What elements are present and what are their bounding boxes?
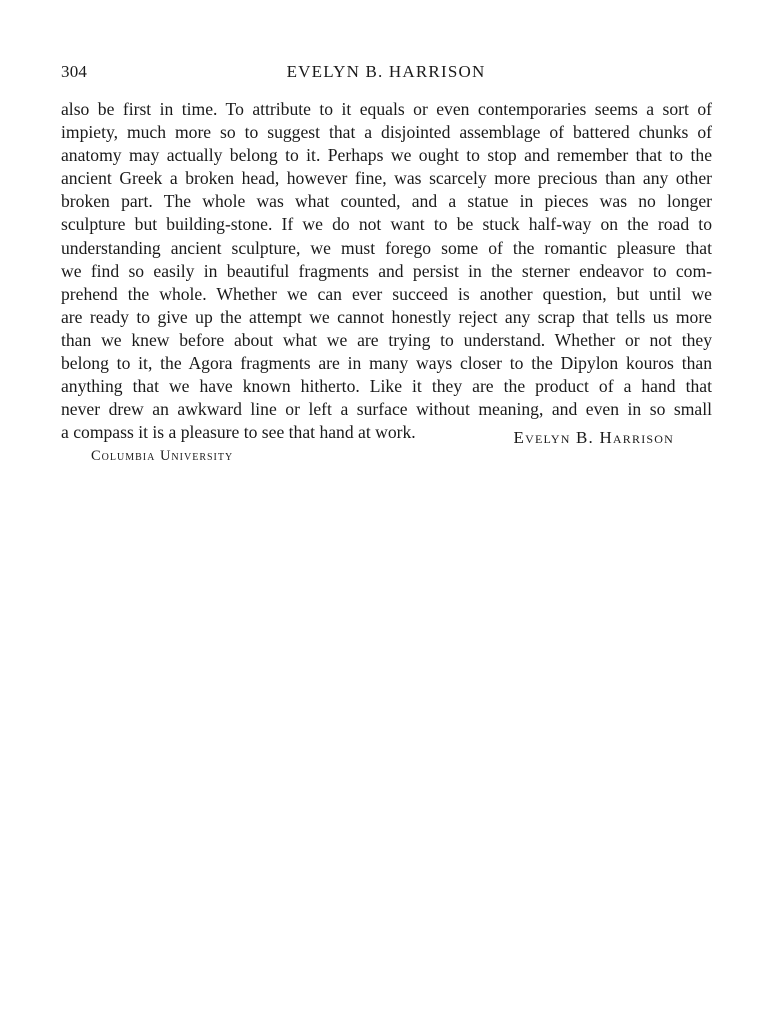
text-line: also be first in time. To attribute to it equals or even contemporaries seems a sort of [61,99,712,119]
text-line: belong to it, the Agora fragments are in many ways closer to the Dipylon kouros than [61,353,712,374]
text-line: a compass it is a pleasure to see that hand at work. [61,422,416,443]
page-number: 304 [61,62,88,81]
text-line: anatomy may actually belong to it. Perhaps we ought to stop and remember that to the [61,145,712,166]
running-title: EVELYN B. HARRISON [286,62,486,81]
text-line: prehend the whole. Whether we can ever succeed is another question, but until we [61,283,712,304]
running-head [61,62,711,86]
author-affiliation: Columbia University [91,448,234,464]
text-line: sculpture but building-stone. If we do not want to be stuck half-way on the road to [61,214,712,235]
body-paragraph [61,98,712,444]
text-line: we find so easily in beautiful fragments and persist in the sterner endeavor to com- [61,260,712,281]
text-line: are ready to give up the attempt we cannot honestly reject any scrap that tells us more [61,306,712,327]
author-signature: Evelyn B. Harrison [513,428,674,447]
text-line: ancient Greek a broken head, however fine, was scarcely more precious than any other [61,168,712,189]
text-line: impiety, much more so to suggest that a disjointed assemblage of battered chunks of [61,122,712,143]
text-line: never drew an awkward line or left a surface without meaning, and even in so small [61,399,712,420]
text-line: anything that we have known hitherto. Like it they are the product of a hand that [61,376,712,397]
text-line: understanding ancient sculpture, we must forego some of the romantic pleasure that [61,237,712,258]
text-line: broken part. The whole was what counted, and a statue in pieces was no longer [61,191,712,212]
text-line: than we knew before about what we are trying to understand. Whether or not they [61,329,712,350]
